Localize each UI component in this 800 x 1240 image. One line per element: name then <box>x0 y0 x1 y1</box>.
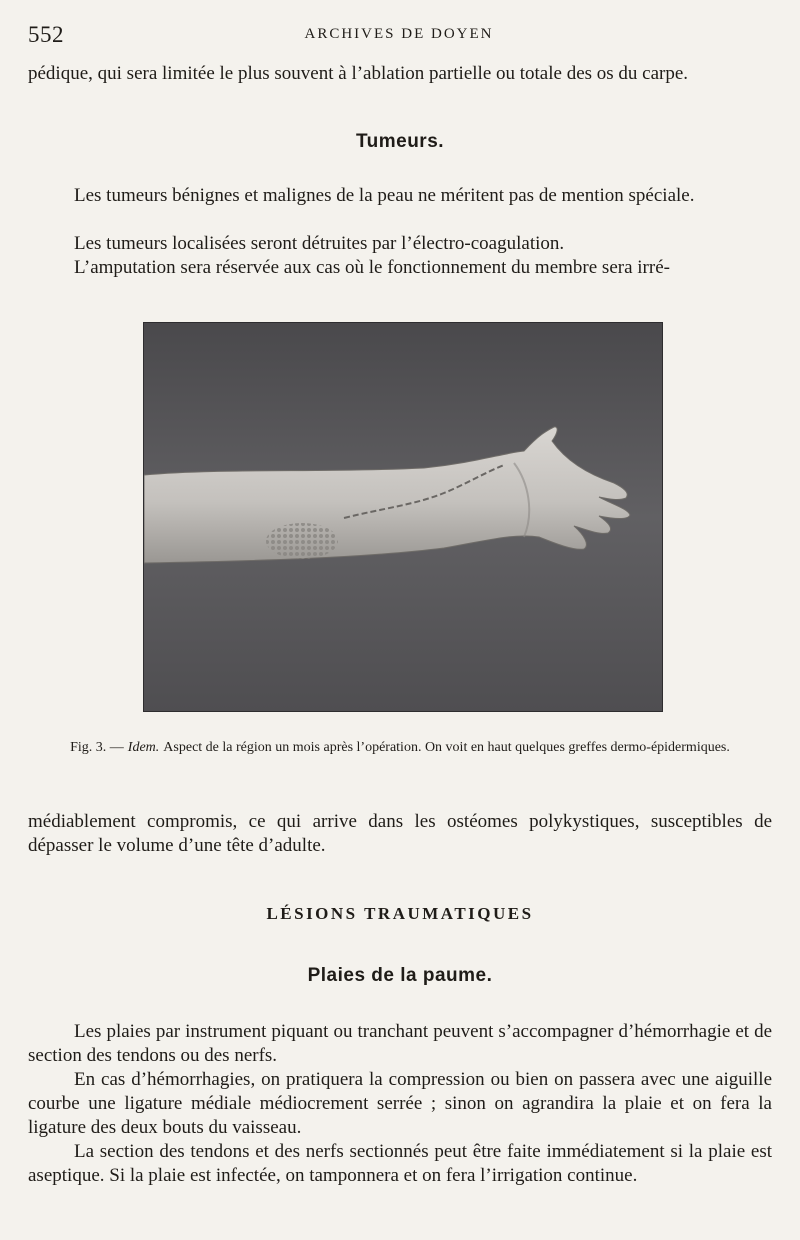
figure-idem: Idem. <box>127 740 160 755</box>
graft-patch <box>266 523 338 559</box>
plaies-paragraph-3: La section des tendons et des nerfs sectionnés peut être faite immédiatement si la plaie est aseptique. Si la plaie est infectée, on tamponnera et on fera l’irrigation continue. <box>28 1141 772 1186</box>
page-number: 552 <box>28 22 64 47</box>
intro-paragraph: pédique, qui sera limitée le plus souvent à l’ablation partielle ou totale des os du carpe. <box>28 63 689 84</box>
tumeurs-paragraph-3: L’amputation sera réservée aux cas où le fonctionnement du membre sera irré- <box>74 257 670 278</box>
continuation-paragraph: médiablement compromis, ce qui arrive dans les ostéomes polykystiques, susceptibles de dépasser le volume d’une tête d’adulte. <box>28 811 772 856</box>
figure-photograph <box>143 322 663 712</box>
plaies-paragraph-1: Les plaies par instrument piquant ou tranchant peuvent s’accompagner d’hémorrhagie et de section des tendons ou des nerfs. <box>28 1021 772 1066</box>
tumeurs-paragraph-1: Les tumeurs bénignes et malignes de la peau ne méritent pas de mention spéciale. <box>74 185 695 206</box>
chapter-title: LÉSIONS TRAUMATIQUES <box>266 904 534 923</box>
figure-caption <box>30 738 770 757</box>
figure-label: Fig. 3. — <box>70 740 124 755</box>
running-head: ARCHIVES DE DOYEN <box>304 26 494 42</box>
plaies-paragraph-2: En cas d’hémorrhagies, on pratiquera la compression ou bien on passera avec une aiguille courbe une ligature médiale médiocrement serrée ; sinon on agrandira la plaie et on fera la ligature des deux bouts du vaisseau. <box>28 1069 772 1138</box>
section-title-plaies: Plaies de la paume. <box>307 965 493 986</box>
section-title-tumeurs: Tumeurs. <box>355 131 445 152</box>
page-header <box>28 22 770 52</box>
tumeurs-paragraph-2: Les tumeurs localisées seront détruites par l’électro-coagulation. <box>74 233 565 254</box>
figure-caption-text: Aspect de la région un mois après l’opération. On voit en haut quelques greffes dermo-épidermiques. <box>163 740 730 755</box>
arm-photograph-illustration <box>144 323 662 711</box>
